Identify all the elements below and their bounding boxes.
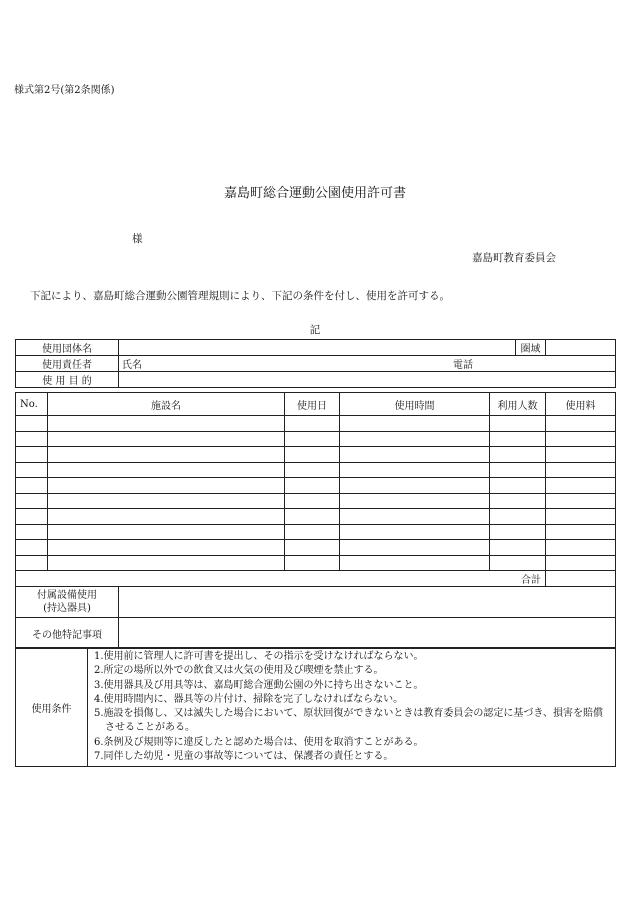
- other-notes-label: その他特記事項: [16, 618, 119, 649]
- cell-time[interactable]: [340, 540, 490, 556]
- cell-facility[interactable]: [48, 540, 285, 556]
- cell-time[interactable]: [340, 493, 490, 509]
- cell-facility[interactable]: [48, 524, 285, 540]
- cell-date[interactable]: [285, 493, 340, 509]
- other-notes-row: [16, 618, 616, 649]
- conditions-cell: [88, 648, 616, 767]
- cell-no[interactable]: [16, 524, 48, 540]
- area-value[interactable]: [546, 340, 616, 356]
- permit-statement: 下記により、嘉島町総合運動公園管理規則により、下記の条件を付し、使用を許可する。: [30, 290, 450, 302]
- total-label: 合計: [16, 571, 546, 587]
- other-notes-value[interactable]: [119, 618, 616, 649]
- purpose-label: 使 用 目 的: [16, 372, 119, 388]
- cell-fee[interactable]: [546, 462, 616, 478]
- equipment-label-line2: (持込器具): [43, 603, 91, 614]
- cell-no[interactable]: [16, 493, 48, 509]
- cell-no[interactable]: [16, 540, 48, 556]
- cell-time[interactable]: [340, 447, 490, 463]
- cell-date[interactable]: [285, 478, 340, 494]
- condition-item: 3.使用器具及び用具等は、嘉島町総合運動公園の外に持ち出さないこと。: [94, 679, 424, 691]
- cell-fee[interactable]: [546, 540, 616, 556]
- purpose-value[interactable]: [119, 372, 616, 388]
- condition-item: 2.所定の場所以外での飲食又は火気の使用及び喫煙を禁止する。: [94, 665, 384, 677]
- group-name-label: 使用団体名: [16, 340, 119, 356]
- ki-heading: 記: [309, 324, 321, 336]
- issuer-name: 嘉島町教育委員会: [472, 252, 556, 264]
- condition-item: 6.条例及び規則等に違反したと認めた場合は、使用を取消すことがある。: [94, 736, 424, 748]
- conditions-list: [92, 648, 611, 766]
- condition-item: 4.使用時間内に、器具等の片付け、掃除を完了しなければならない。: [94, 693, 404, 705]
- cell-date[interactable]: [285, 447, 340, 463]
- cell-people[interactable]: [490, 416, 546, 432]
- cell-no[interactable]: [16, 416, 48, 432]
- cell-no[interactable]: [16, 478, 48, 494]
- condition-item: 5.施設を損傷し、又は滅失した場合において、原状回復ができないときは教育委員会の認定に基づき、損害を賠償させることがある。: [94, 708, 603, 734]
- cell-fee[interactable]: [546, 509, 616, 525]
- col-time-header: 使用時間: [340, 393, 490, 416]
- equipment-value[interactable]: [119, 587, 616, 618]
- conditions-label: 使用条件: [16, 648, 88, 767]
- cell-time[interactable]: [340, 478, 490, 494]
- facility-row: [16, 478, 616, 494]
- facility-row: [16, 447, 616, 463]
- cell-time[interactable]: [340, 555, 490, 571]
- cell-fee[interactable]: [546, 478, 616, 494]
- condition-item: 7.同伴した幼児・児童の事故等については、保護者の責任とする。: [94, 751, 394, 763]
- facility-header-row: [16, 393, 616, 416]
- equipment-label-line1: 付属設備使用: [37, 590, 97, 601]
- cell-fee[interactable]: [546, 493, 616, 509]
- equipment-row: [16, 587, 616, 618]
- conditions-table: [15, 647, 616, 767]
- cell-people[interactable]: [490, 555, 546, 571]
- facility-row: [16, 462, 616, 478]
- cell-date[interactable]: [285, 416, 340, 432]
- equipment-label: [16, 587, 119, 618]
- phone-label: 電話: [453, 360, 473, 371]
- form-number: 様式第2号(第2条関係): [14, 85, 115, 96]
- cell-date[interactable]: [285, 540, 340, 556]
- conditions-row: [16, 648, 616, 767]
- cell-time[interactable]: [340, 416, 490, 432]
- cell-fee[interactable]: [546, 447, 616, 463]
- cell-no[interactable]: [16, 431, 48, 447]
- facility-row: [16, 509, 616, 525]
- group-name-row: [16, 340, 616, 356]
- purpose-row: [16, 372, 616, 388]
- cell-no[interactable]: [16, 447, 48, 463]
- cell-facility[interactable]: [48, 416, 285, 432]
- cell-time[interactable]: [340, 462, 490, 478]
- facility-usage-table: [15, 392, 616, 587]
- facility-rows: [16, 416, 616, 571]
- cell-people[interactable]: [490, 509, 546, 525]
- cell-people[interactable]: [490, 478, 546, 494]
- cell-fee[interactable]: [546, 431, 616, 447]
- cell-date[interactable]: [285, 462, 340, 478]
- col-no-header: No.: [16, 393, 48, 416]
- facility-row: [16, 540, 616, 556]
- document-title: 嘉島町総合運動公園使用許可書: [223, 186, 406, 201]
- cell-people[interactable]: [490, 462, 546, 478]
- cell-fee[interactable]: [546, 524, 616, 540]
- cell-no[interactable]: [16, 509, 48, 525]
- cell-time[interactable]: [340, 509, 490, 525]
- cell-people[interactable]: [490, 493, 546, 509]
- name-label: 氏名: [122, 360, 142, 371]
- cell-people[interactable]: [490, 524, 546, 540]
- cell-facility[interactable]: [48, 509, 285, 525]
- responsible-value[interactable]: [119, 356, 616, 372]
- cell-people[interactable]: [490, 540, 546, 556]
- cell-date[interactable]: [285, 509, 340, 525]
- facility-row: [16, 524, 616, 540]
- cell-date[interactable]: [285, 431, 340, 447]
- col-people-header: 利用人数: [490, 393, 546, 416]
- col-facility-header: 施設名: [48, 393, 285, 416]
- cell-facility[interactable]: [48, 555, 285, 571]
- cell-people[interactable]: [490, 447, 546, 463]
- cell-no[interactable]: [16, 462, 48, 478]
- total-row: [16, 571, 616, 587]
- facility-row: [16, 431, 616, 447]
- cell-time[interactable]: [340, 524, 490, 540]
- responsible-row: [16, 356, 616, 372]
- cell-fee[interactable]: [546, 416, 616, 432]
- cell-date[interactable]: [285, 524, 340, 540]
- facility-row: [16, 416, 616, 432]
- cell-facility[interactable]: [48, 462, 285, 478]
- cell-people[interactable]: [490, 431, 546, 447]
- cell-facility[interactable]: [48, 447, 285, 463]
- area-label: 圏域: [516, 340, 546, 356]
- col-fee-header: 使用料: [546, 393, 616, 416]
- condition-item: 1.使用前に管理人に許可書を提出し、その指示を受けなければならない。: [94, 651, 424, 662]
- cell-fee[interactable]: [546, 555, 616, 571]
- cell-date[interactable]: [285, 555, 340, 571]
- cell-facility[interactable]: [48, 493, 285, 509]
- extra-info-table: [15, 586, 616, 649]
- col-date-header: 使用日: [285, 393, 340, 416]
- applicant-info-table: [15, 339, 616, 388]
- responsible-label: 使用責任者: [16, 356, 119, 372]
- group-name-value[interactable]: [119, 340, 516, 356]
- cell-facility[interactable]: [48, 478, 285, 494]
- addressee-suffix: 様: [132, 233, 143, 245]
- cell-no[interactable]: [16, 555, 48, 571]
- total-value[interactable]: [546, 571, 616, 587]
- facility-row: [16, 493, 616, 509]
- facility-row: [16, 555, 616, 571]
- cell-time[interactable]: [340, 431, 490, 447]
- cell-facility[interactable]: [48, 431, 285, 447]
